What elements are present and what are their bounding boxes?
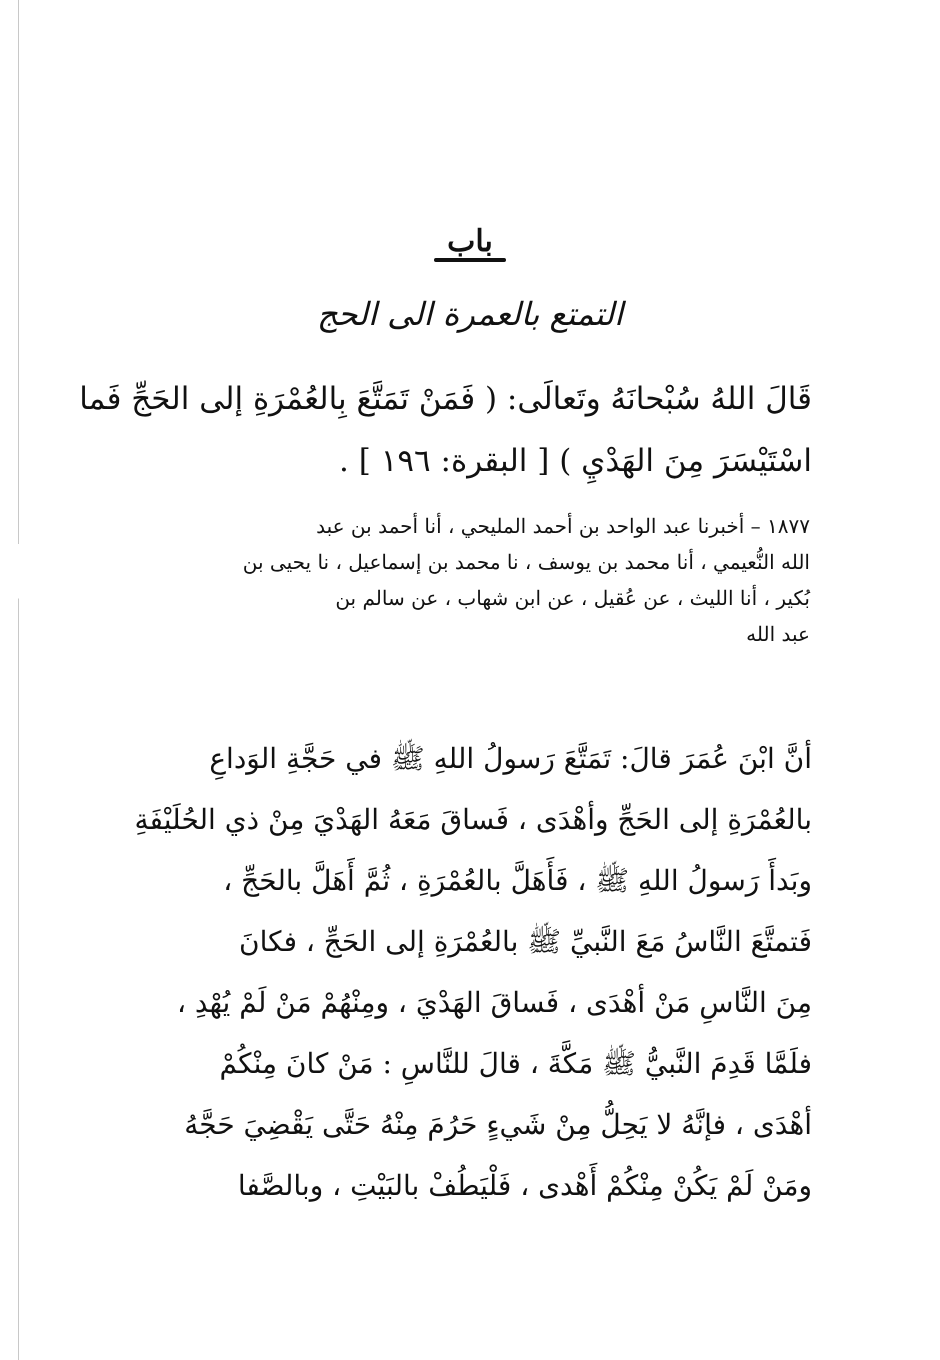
verse-line: قَالَ اللهُ سُبْحانَهُ وتَعالَى: ( فَمَنْ تَمَتَّعَ بِالعُمْرَةِ إلى الحَجِّ فَما (79, 381, 812, 417)
chapter-heading-text: باب (447, 224, 493, 259)
chapter-heading (0, 222, 940, 262)
hadith-isnad (130, 508, 810, 652)
isnad-line: بُكير ، أنا الليث ، عن عُقيل ، عن ابن شهاب ، عن سالم بن (335, 586, 810, 610)
isnad-line: عبد الله (746, 622, 810, 646)
verse-line: اسْتَيْسَرَ مِنَ الهَدْيِ ) [ البقرة: ١٩٦ ] . (339, 443, 812, 479)
quran-verse (79, 368, 812, 492)
hadith-line: أهْدَى ، فإنَّهُ لا يَحِلُّ مِنْ شَيءٍ حَرُمَ مِنْهُ حَتَّى يَقْضِيَ حَجَّهُ (184, 1108, 812, 1141)
hadith-line: ومَنْ لَمْ يَكُنْ مِنْكُمْ أَهْدى ، فَلْيَطُفْ بالبَيْتِ ، وبالصَّفا (237, 1169, 812, 1202)
hadith-text (128, 728, 812, 1216)
page-edge-line (18, 0, 19, 1360)
section-title: التمتع بالعمرة الى الحج (316, 295, 624, 333)
isnad-line: الله النُّعيمي ، أنا محمد بن يوسف ، نا محمد بن إسماعيل ، نا يحيى بن (242, 550, 810, 574)
hadith-line: مِنَ النَّاسِ مَنْ أهْدَى ، فَساقَ الهَدْيَ ، ومِنْهُمْ مَنْ لَمْ يُهْدِ ، (176, 986, 812, 1019)
hadith-line: فلَمَّا قَدِمَ النَّبيُّ ﷺ مَكَّةَ ، قالَ للنَّاسِ : مَنْ كانَ مِنْكُمْ (219, 1047, 812, 1080)
hadith-line: وبَدأَ رَسولُ اللهِ ﷺ ، فَأَهَلَّ بالعُمْرَةِ ، ثُمَّ أَهَلَّ بالحَجِّ ، (223, 864, 812, 897)
isnad-line: ١٨٧٧ – أخبرنا عبد الواحد بن أحمد المليحي ، أنا أحمد بن عبد (316, 514, 810, 538)
hadith-line: أنَّ ابْنَ عُمَرَ قالَ: تَمَتَّعَ رَسولُ اللهِ ﷺ في حَجَّةِ الوَداعِ (209, 742, 812, 775)
hadith-line: بالعُمْرَةِ إلى الحَجِّ وأهْدَى ، فَساقَ مَعَهُ الهَدْيَ مِنْ ذي الحُلَيْفَةِ (134, 803, 812, 836)
hadith-line: فَتمتَّعَ النَّاسُ مَعَ النَّبيِّ ﷺ بالعُمْرَةِ إلى الحَجِّ ، فكانَ (239, 925, 812, 958)
